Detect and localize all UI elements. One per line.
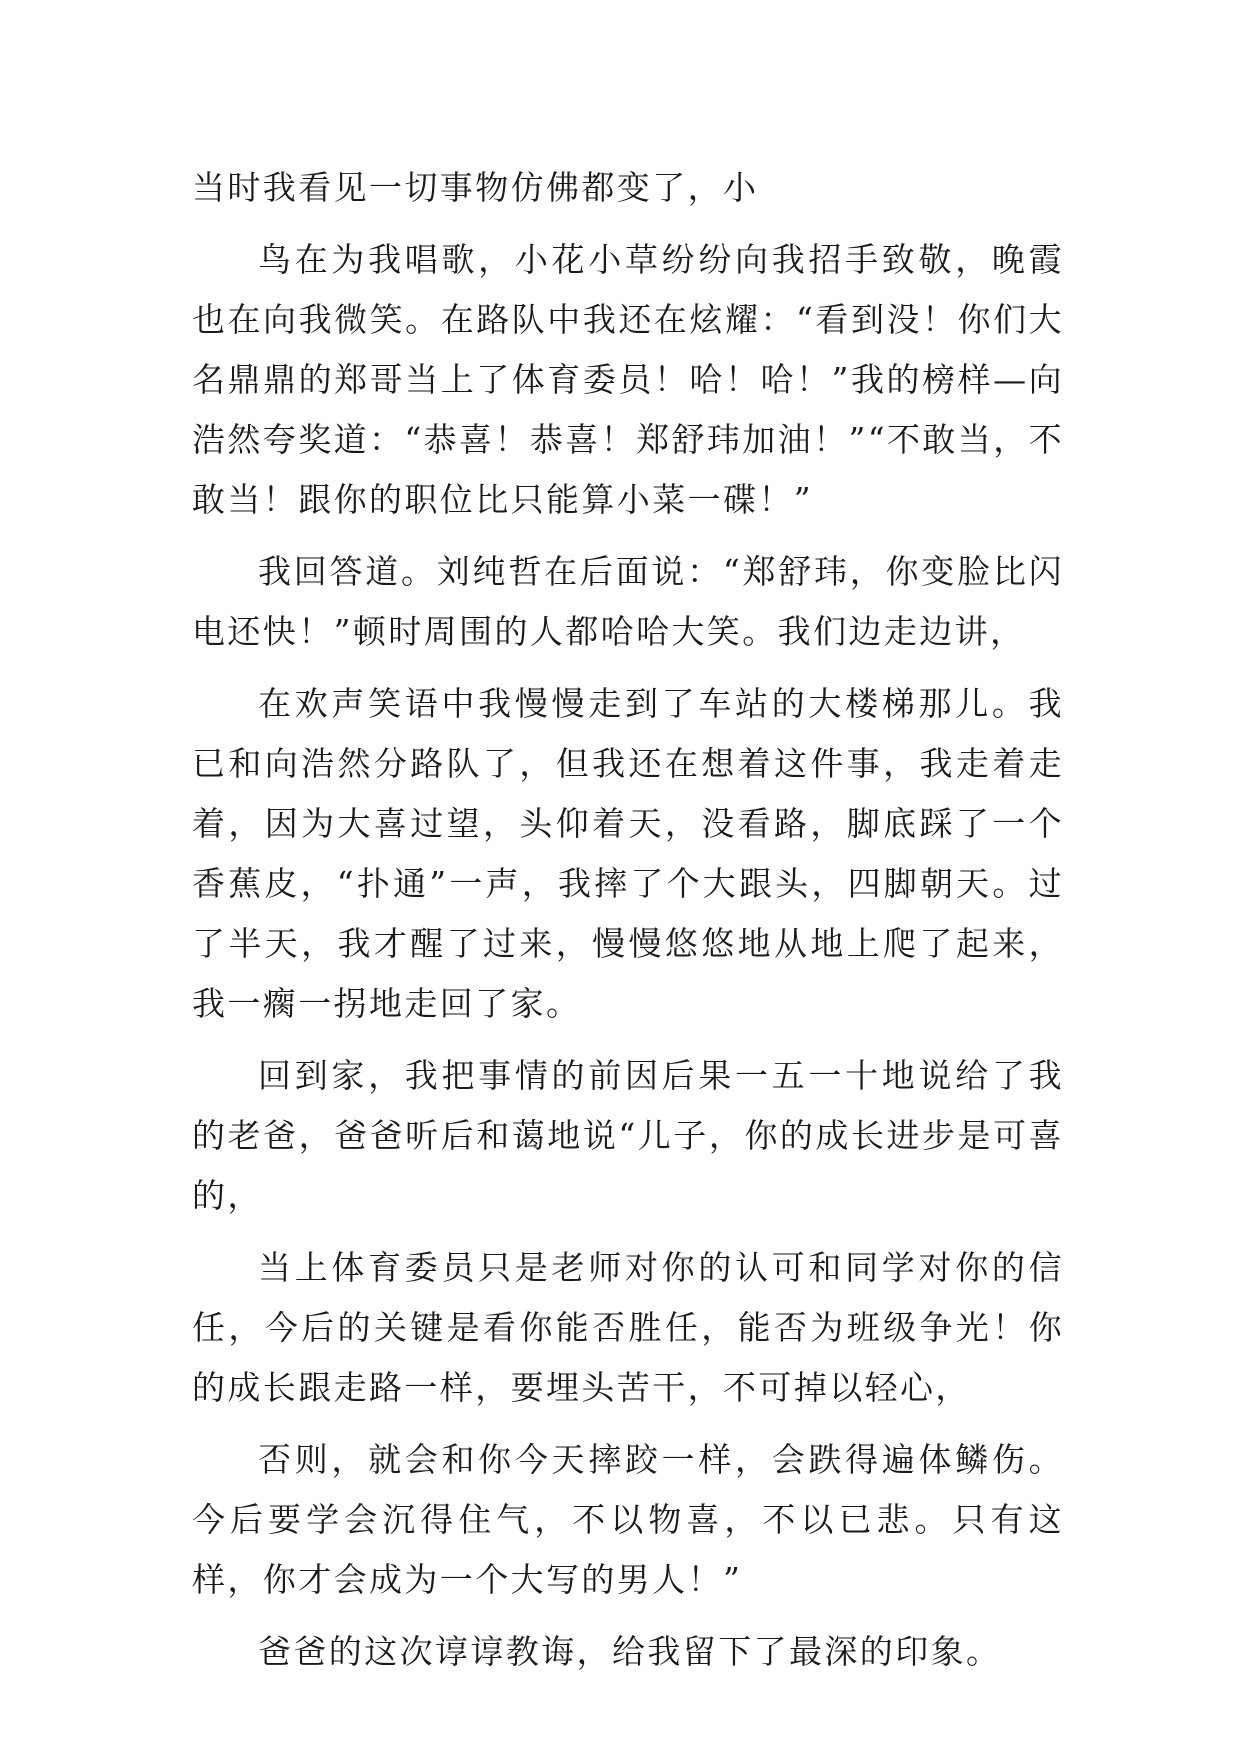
paragraph-3: 我回答道。刘纯哲在后面说：“郑舒玮，你变脸比闪电还快！”顿时周围的人都哈哈大笑。我们边走边讲， — [192, 552, 1064, 651]
essay-body — [192, 158, 1064, 1682]
paragraph-4: 在欢声笑语中我慢慢走到了车站的大楼梯那儿。我已和向浩然分路队了，但我还在想着这件事，我走着走着，因为大喜过望，头仰着天，没看路，脚底踩了一个香蕉皮，“扑通”一声，我摔了个大跟头，四脚朝天。过了半天，我才醒了过来，慢慢悠悠地从地上爬了起来，我一瘸一拐地走回了家。 — [192, 684, 1064, 1023]
paragraph-5: 回到家，我把事情的前因后果一五一十地说给了我的老爸，爸爸听后和蔼地说“儿子，你的成长进步是可喜的， — [192, 1056, 1064, 1215]
paragraph-1: 当时我看见一切事物仿佛都变了，小 — [192, 168, 759, 207]
paragraph-6: 当上体育委员只是老师对你的认可和同学对你的信任，今后的关键是看你能否胜任，能否为班级争光！你的成长跟走路一样，要埋头苦干，不可掉以轻心， — [192, 1248, 1064, 1407]
paragraph-2: 鸟在为我唱歌，小花小草纷纷向我招手致敬，晚霞也在向我微笑。在路队中我还在炫耀：“看到没！你们大名鼎鼎的郑哥当上了体育委员！哈！哈！”我的榜样—向浩然夸奖道：“恭喜！恭喜！郑舒玮加油！”“不敢当，不敢当！跟你的职位比只能算小菜一碟！” — [192, 240, 1065, 519]
paragraph-8: 爸爸的这次谆谆教诲，给我留下了最深的印象。 — [258, 1632, 1002, 1671]
paragraph-7: 否则，就会和你今天摔跤一样，会跌得遍体鳞伤。今后要学会沉得住气，不以物喜，不以已悲。只有这样，你才会成为一个大写的男人！” — [192, 1440, 1064, 1599]
